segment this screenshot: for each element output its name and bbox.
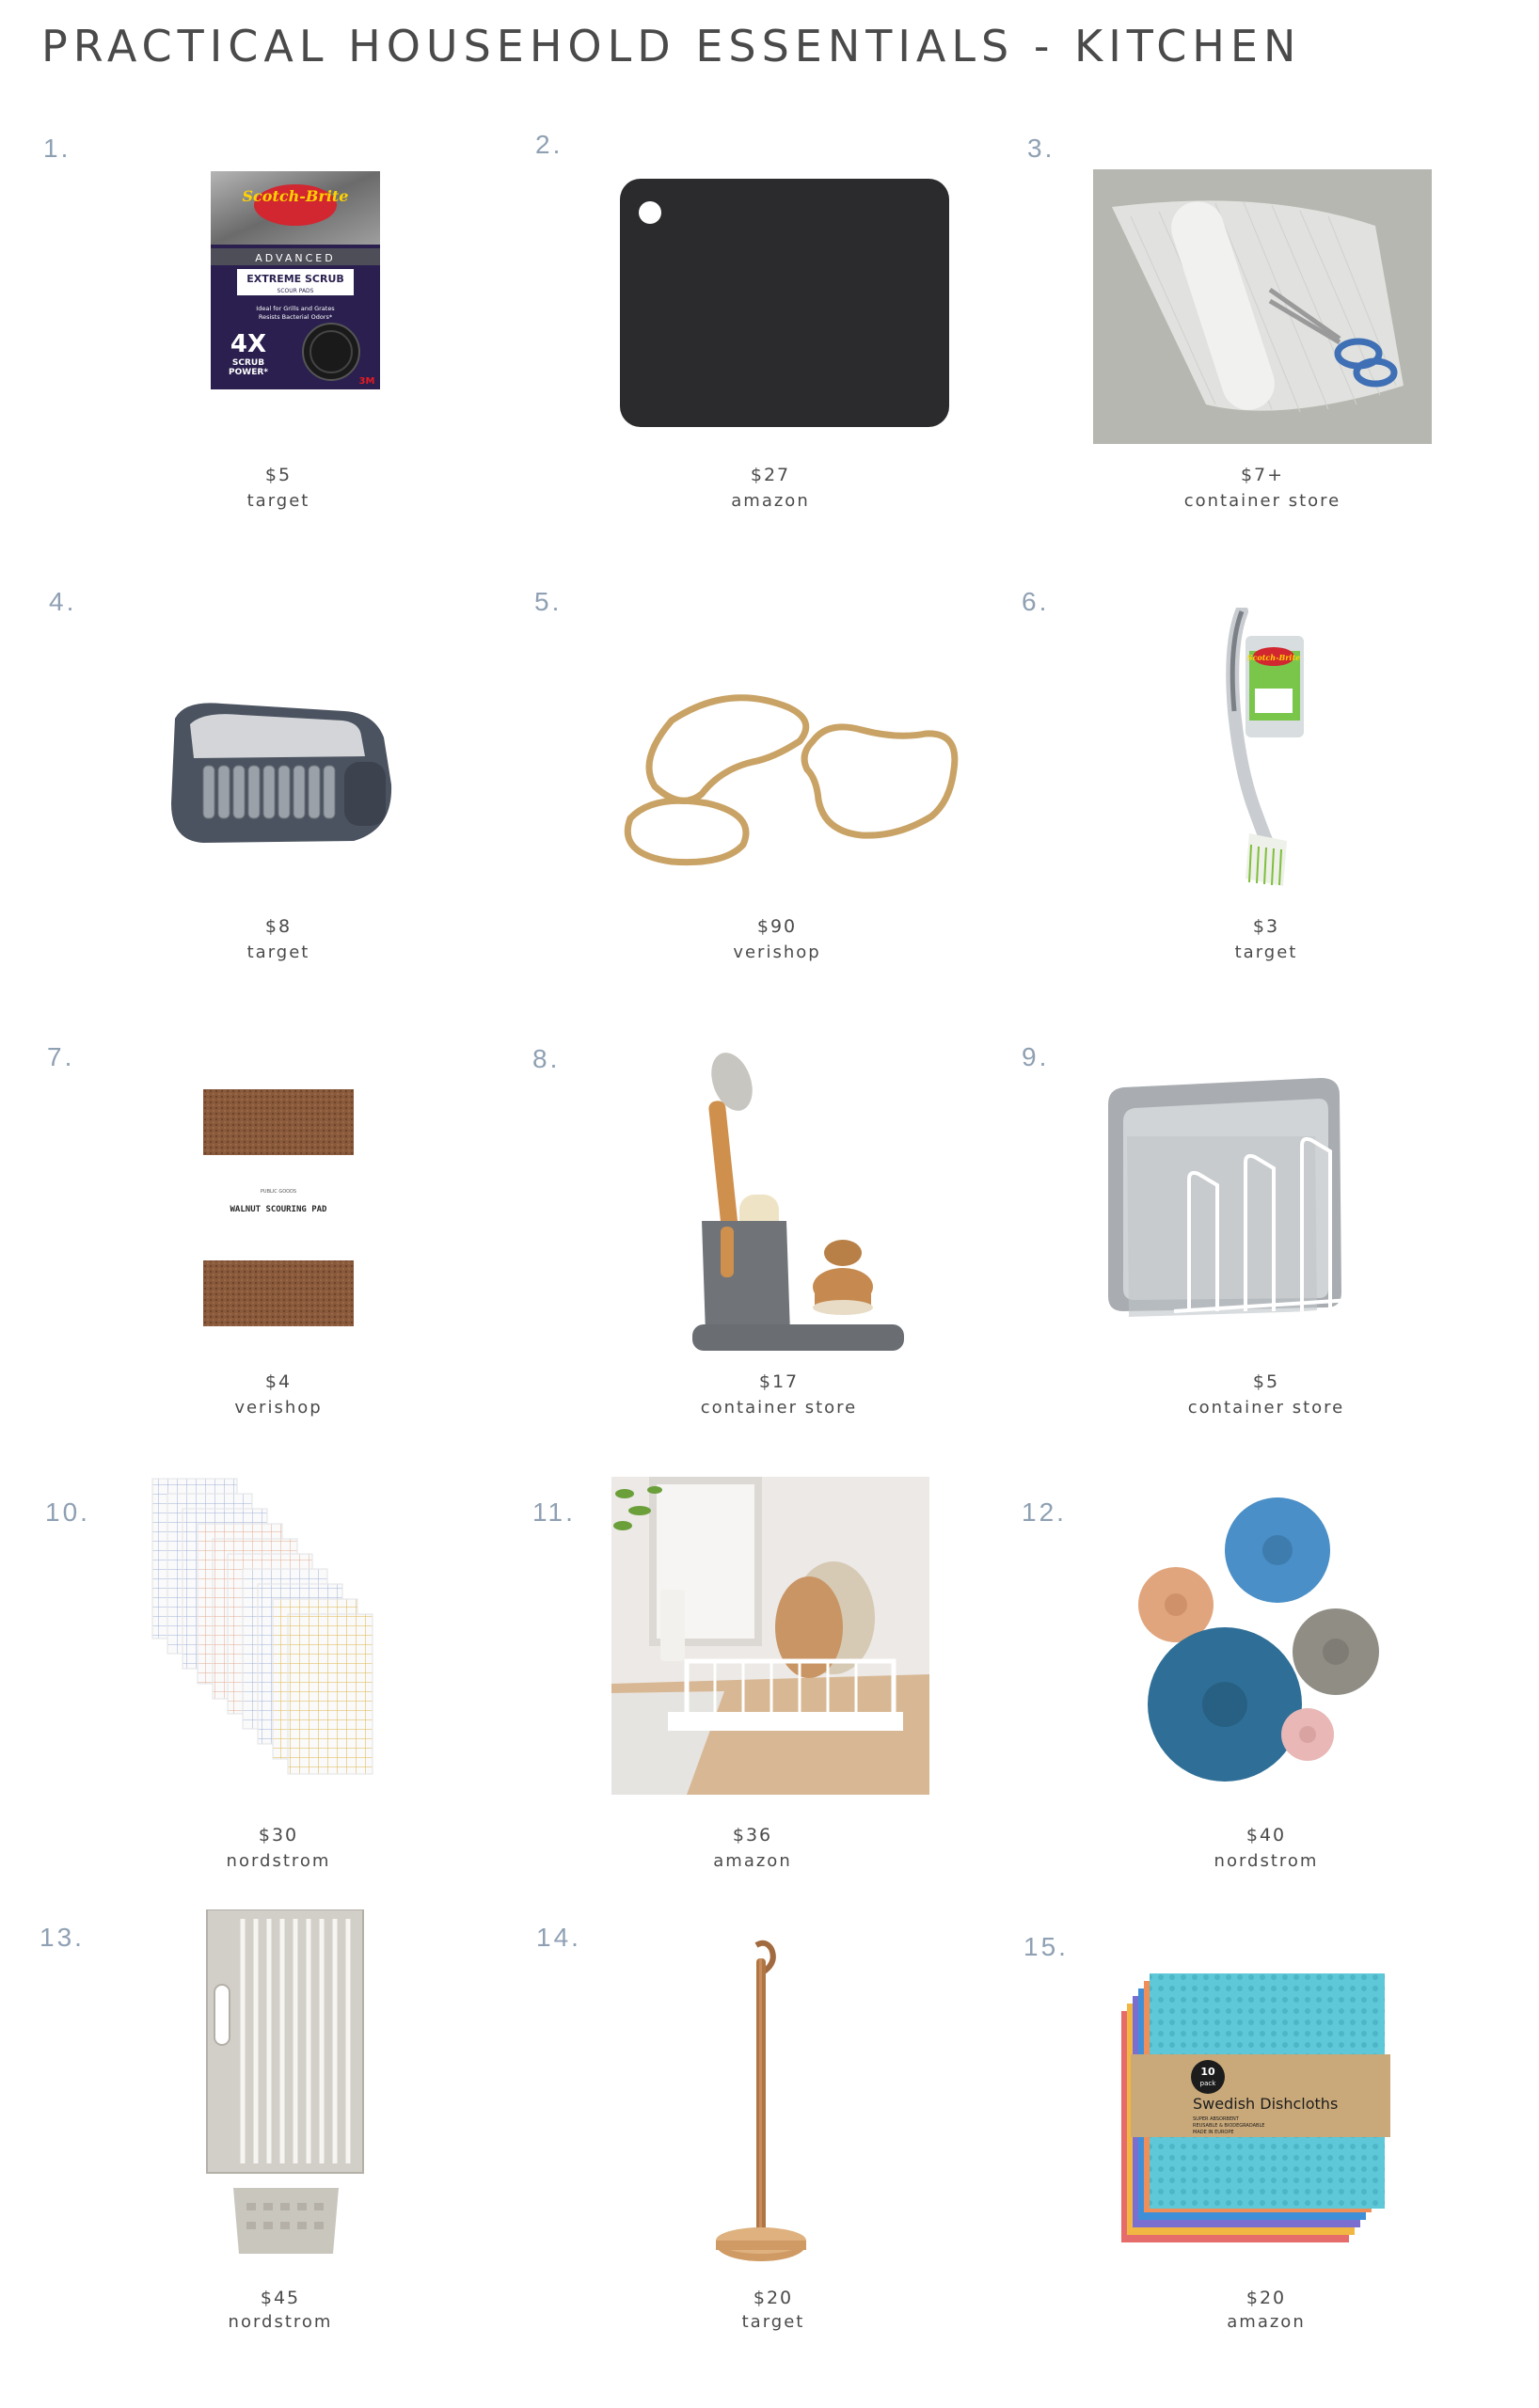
item-number: 12. xyxy=(1022,1497,1067,1527)
product-card-7[interactable] xyxy=(47,1042,536,1494)
item-number: 6. xyxy=(1022,587,1050,616)
pack-name: Swedish Dishcloths xyxy=(1193,2095,1339,2113)
item-price: $45 xyxy=(260,2288,301,2308)
product-image-roll-up-drying-rack[interactable] xyxy=(205,1909,365,2258)
pack-desc-2: REUSABLE & BIODEGRADABLE xyxy=(1193,2123,1265,2129)
item-number: 2. xyxy=(535,130,563,159)
item-number: 9. xyxy=(1022,1042,1050,1071)
pack-name: WALNUT SCOURING PAD xyxy=(230,1205,327,1214)
product-image-knife-brush[interactable] xyxy=(166,690,401,860)
pack-desc-3: MADE IN EUROPE xyxy=(1193,2130,1234,2135)
page-title: PRACTICAL HOUSEHOLD ESSENTIALS - KITCHEN xyxy=(41,21,1302,71)
product-image-scour-pads[interactable] xyxy=(211,171,380,389)
item-store-link[interactable]: amazon xyxy=(1227,2312,1306,2332)
item-store-link[interactable]: container store xyxy=(1187,1398,1345,1418)
pack-brand: Scotch-Brite xyxy=(242,187,349,205)
product-image-dish-rack[interactable] xyxy=(611,1477,929,1795)
pack-power-label-2: POWER* xyxy=(229,368,268,377)
pack-desc-2: Resists Bacterial Odors* xyxy=(258,313,333,321)
pack-sub: SCOUR PADS xyxy=(277,288,314,294)
pack-brand: Scotch-Brite xyxy=(1246,653,1301,662)
product-card-5[interactable] xyxy=(534,587,1023,1038)
item-price: $20 xyxy=(753,2288,794,2308)
product-card-12[interactable] xyxy=(1022,1497,1511,1949)
product-image-sink-caddy[interactable] xyxy=(692,1044,909,1354)
product-card-2[interactable] xyxy=(535,130,1024,581)
product-card-11[interactable] xyxy=(532,1497,1022,1949)
pack-name: EXTREME SCRUB xyxy=(246,273,344,285)
product-card-4[interactable] xyxy=(49,587,538,1038)
item-number: 4. xyxy=(49,587,77,616)
product-image-bakeware-rack[interactable] xyxy=(1099,1076,1400,1349)
item-store-link[interactable]: container store xyxy=(700,1398,858,1418)
item-number: 7. xyxy=(47,1042,75,1071)
product-image-brass-trivets[interactable] xyxy=(615,689,963,867)
item-price: $3 xyxy=(1252,916,1280,937)
item-store-link[interactable]: target xyxy=(246,943,310,962)
item-price: $30 xyxy=(258,1825,299,1846)
item-price: $40 xyxy=(1245,1825,1287,1846)
item-price: $5 xyxy=(1252,1371,1280,1392)
item-number: 3. xyxy=(1027,134,1055,163)
item-store-link[interactable]: nordstrom xyxy=(226,1851,331,1871)
item-number: 14. xyxy=(536,1923,581,1952)
pack-power-label-1: SCRUB xyxy=(231,358,265,368)
pack-maker: 3M xyxy=(358,376,375,387)
item-number: 13. xyxy=(40,1923,85,1952)
item-price: $7+ xyxy=(1240,465,1285,485)
item-store-link[interactable]: nordstrom xyxy=(228,2312,333,2332)
item-store-link[interactable]: container store xyxy=(1183,491,1341,511)
item-price: $17 xyxy=(758,1371,800,1392)
product-image-swedish-dishcloths[interactable] xyxy=(1121,1972,1390,2244)
item-store-link[interactable]: verishop xyxy=(733,943,821,962)
pack-count: 10 xyxy=(1200,2066,1215,2078)
product-image-sink-brush[interactable] xyxy=(1221,608,1315,890)
product-card-13[interactable] xyxy=(40,1923,529,2374)
item-price: $4 xyxy=(264,1371,293,1392)
item-price: $27 xyxy=(750,465,791,485)
item-number: 8. xyxy=(532,1044,561,1073)
pack-top: PUBLIC GOODS xyxy=(260,1189,297,1195)
item-price: $8 xyxy=(264,916,293,937)
pack-desc-1: SUPER ABSORBENT xyxy=(1193,2116,1239,2122)
item-number: 5. xyxy=(534,587,563,616)
product-image-walnut-pad[interactable] xyxy=(203,1089,354,1326)
item-price: $20 xyxy=(1245,2288,1287,2308)
item-price: $90 xyxy=(756,916,798,937)
product-card-9[interactable] xyxy=(1022,1042,1511,1494)
product-card-14[interactable] xyxy=(536,1923,1025,2374)
item-store-link[interactable]: target xyxy=(1234,943,1298,962)
pack-line: ADVANCED xyxy=(255,252,336,264)
product-image-dish-towels[interactable] xyxy=(149,1475,421,1795)
item-store-link[interactable]: target xyxy=(246,491,310,511)
product-card-3[interactable] xyxy=(1027,134,1516,585)
product-image-paper-towel-holder[interactable] xyxy=(709,1940,813,2278)
item-store-link[interactable]: amazon xyxy=(713,1851,792,1871)
product-image-cutting-board[interactable] xyxy=(620,179,949,427)
item-store-link[interactable]: nordstrom xyxy=(1214,1851,1319,1871)
item-number: 10. xyxy=(45,1497,90,1527)
product-image-silicone-lids[interactable] xyxy=(1138,1497,1402,1798)
item-store-link[interactable]: target xyxy=(741,2312,805,2332)
item-number: 11. xyxy=(532,1497,576,1527)
product-card-6[interactable] xyxy=(1022,587,1511,1038)
product-card-8[interactable] xyxy=(532,1044,1022,1496)
item-price: $5 xyxy=(264,465,293,485)
item-store-link[interactable]: verishop xyxy=(234,1398,323,1418)
product-card-15[interactable] xyxy=(1023,1932,1513,2384)
item-store-link[interactable]: amazon xyxy=(731,491,810,511)
product-image-shelf-liner[interactable] xyxy=(1093,169,1432,444)
pack-desc-1: Ideal for Grills and Grates xyxy=(256,305,335,312)
pack-power: 4X xyxy=(230,330,267,358)
item-number: 15. xyxy=(1023,1932,1069,1961)
product-card-1[interactable] xyxy=(43,134,532,585)
item-price: $36 xyxy=(732,1825,773,1846)
pack-count-label: pack xyxy=(1199,2080,1216,2087)
product-card-10[interactable] xyxy=(45,1497,534,1949)
item-number: 1. xyxy=(43,134,71,163)
